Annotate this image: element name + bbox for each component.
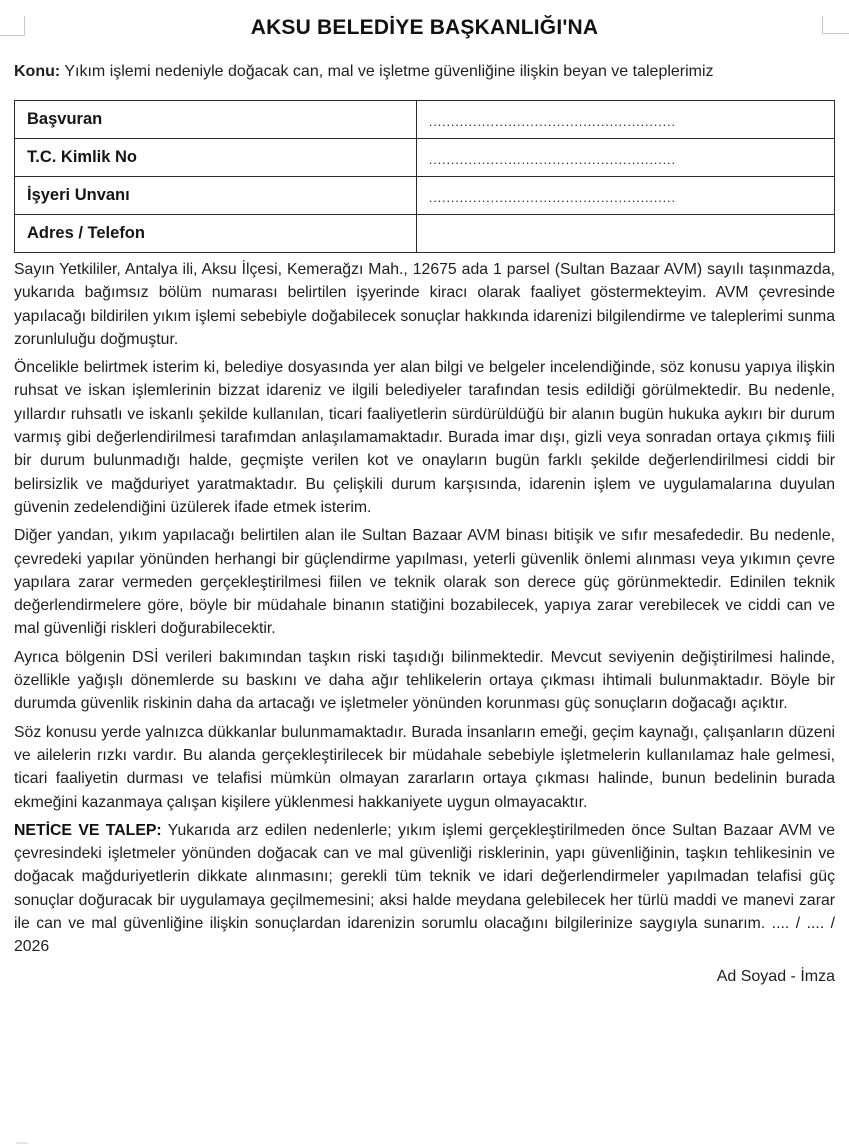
paragraph-intro: Sayın Yetkililer, Antalya ili, Aksu İlçesi, Kemerağzı Mah., 12675 ada 1 parsel (Sultan Bazaar AVM) sayılı taşınmazda, yukarıda bağımsız bölüm numarası belirtilen işyerinde kiracı olarak faaliyet göstermekteyim. AVM çevresinde yapılacağı bildirilen yıkım işlemi sebebiyle doğabilecek sonuçlar hakkında idarenizi bilgilendirme ve taleplerimi sunma zorunluluğu doğmuştur. bbox=[14, 261, 835, 348]
table-row-applicant bbox=[15, 101, 835, 139]
row-value-isyeri-unvani bbox=[416, 177, 834, 215]
subject-line bbox=[14, 62, 835, 82]
corner-mark-bottom-left bbox=[16, 1142, 28, 1144]
row-label-basvuran: Başvuran bbox=[15, 101, 417, 139]
paragraph-adjacency: Diğer yandan, yıkım yapılacağı belirtilen alan ile Sultan Bazaar AVM binası bitişik ve sıfır mesafededir. Bu nedenle, çevredeki yapılar yönünden herhangi bir güçlendirme yapılması, yeterli güvenlik önlemi alınması veya yıkımın çevre yapılara zarar vermeden gerçekleştirilmesi fiilen ve teknik olarak son derece güç görünmektedir. Edinilen teknik değerlendirmelere göre, böyle bir müdahale binanın statiğini bozabilecek, yapıya zarar verebilecek ve ciddi can ve mal güvenliği riskleri doğurabilecektir. bbox=[14, 527, 835, 638]
document-title: AKSU BELEDİYE BAŞKANLIĞI'NA bbox=[250, 16, 599, 39]
letter-body bbox=[14, 258, 835, 959]
row-value-adres-telefon bbox=[416, 215, 834, 253]
dotted-fill-line: ........................................................ bbox=[428, 190, 676, 205]
row-label-tc-kimlik: T.C. Kimlik No bbox=[15, 139, 417, 177]
conclusion-label: NETİCE VE TALEP: bbox=[14, 821, 162, 839]
dotted-fill-line: ........................................................ bbox=[428, 152, 676, 167]
row-value-basvuran bbox=[416, 101, 834, 139]
table-row-adres-telefon bbox=[15, 215, 835, 253]
document-page bbox=[0, 16, 849, 1147]
subject-label: Konu: bbox=[14, 63, 61, 80]
row-label-isyeri-unvani: İşyeri Unvanı bbox=[15, 177, 417, 215]
subject-text: Yıkım işlemi nedeniyle doğacak can, mal ve işletme güvenliğine ilişkin beyan ve taleplerimiz bbox=[64, 63, 714, 80]
table-row-tc-kimlik bbox=[15, 139, 835, 177]
applicant-info-table bbox=[14, 100, 835, 253]
row-value-tc-kimlik bbox=[416, 139, 834, 177]
paragraph-livelihood: Söz konusu yerde yalnızca dükkanlar bulunmamaktadır. Burada insanların emeği, geçim kaynağı, çalışanların düzeni ve ailelerin rızkı vardır. Bu alanda gerçekleştirilecek bir müdahale sebebiyle işletmelerin kullanılamaz hale gelmesi, ticari faaliyetin durması ve telafisi mümkün olmayan zararların ortaya çıkması halinde, bunun bedelinin burada ekmeğini kazanmaya çalışan kişilere yüklenmesi hakkaniyete uygun olmayacaktır. bbox=[14, 723, 835, 811]
row-label-adres-telefon: Adres / Telefon bbox=[15, 215, 417, 253]
conclusion-text: Yukarıda arz edilen nedenlerle; yıkım işlemi gerçekleştirilmeden önce Sultan Bazaar AVM ve çevresindeki işletmeler yönünden doğacak can ve mal güvenliği risklerinin, yapı güvenliğinin, taşkın tehlikesinin ve doğacak mağduriyetlerin dikkate alınmasını; gerekli tüm teknik ve idari değerlendirmeler yapılmadan telafisi güç sonuçlar doğuracak bir uygulamaya geçilmemesini; aksi halde meydana gelebilecek her türlü maddi ve manevi zarar ile can ve mal güvenliğine ilişkin sonuçlardan idarenizin sorumlu olacağını bilgilerinize saygıyla sunarım. .... / .... / 2026 bbox=[14, 821, 835, 956]
document-body bbox=[0, 16, 849, 986]
paragraph-permits: Öncelikle belirtmek isterim ki, belediye dosyasında yer alan bilgi ve belgeler incelendiğinde, söz konusu yapıya ilişkin ruhsat ve iskan işlemlerinin bizzat idareniz ve ilgili belediyeler tarafından tesis edildiği görülmektedir. Bu nedenle, yıllardır ruhsatlı ve iskanlı şekilde kullanılan, ticari faaliyetlerin sürdürüldüğü bir alanın bugün hukuka aykırı bir durum varmış gibi değerlendirilmesi tarafımdan anlaşılamamaktadır. Burada imar dışı, gizli veya sonradan ortaya çıkmış fiili bir durum bulunmadığı halde, geçmişte verilen kot ve onayların bugün farklı şekilde değerlendirilmesi ciddi bir belirsizlik ve mağduriyet yaratmaktadır. Bu çelişkili durum karşısında, idarenin işlem ve uygulamalarına duyulan güvenin zedelendiğini üzülerek ifade etmek isterim. bbox=[14, 359, 835, 516]
signature-line: Ad Soyad - İmza bbox=[716, 967, 835, 985]
dotted-fill-line: ........................................................ bbox=[428, 114, 676, 129]
corner-mark-top-left bbox=[0, 16, 25, 36]
paragraph-flood-risk: Ayrıca bölgenin DSİ verileri bakımından taşkın riski taşıdığı bilinmektedir. Mevcut seviyenin değiştirilmesi halinde, özellikle yağışlı dönemlerde su baskını ve daha ağır tehlikelerin ortaya çıkması ihtimali bulunmaktadır. Böyle bir durumda güvenlik riskinin daha da artacağı ve işletmeler yönünden korunması güç sonuçların doğacağı açıktır. bbox=[14, 648, 835, 713]
table-row-isyeri-unvani bbox=[15, 177, 835, 215]
corner-mark-top-right bbox=[822, 16, 849, 34]
paragraph-conclusion bbox=[14, 819, 835, 959]
